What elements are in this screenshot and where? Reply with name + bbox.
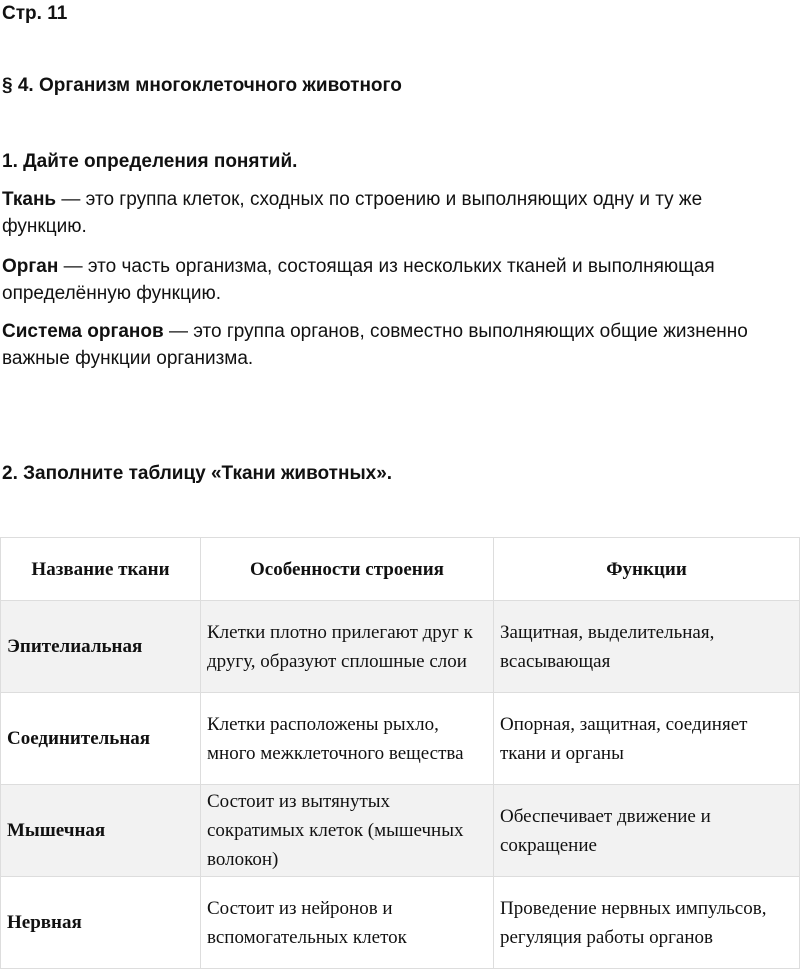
table-row xyxy=(1,785,800,877)
header-cell: Название ткани xyxy=(1,538,201,601)
task2-title: 2. Заполните таблицу «Ткани животных». xyxy=(2,463,393,484)
tissue-name: Мышечная xyxy=(1,785,201,877)
header-cell: Функции xyxy=(494,538,800,601)
term: Орган xyxy=(2,256,59,277)
section-title: § 4. Организм многоклеточного животного xyxy=(2,75,402,96)
definition-text: — это группа органов, совместно выполняющих общие жизненно важные функции организма. xyxy=(2,321,748,369)
tissue-name: Соединительная xyxy=(1,693,201,785)
structure-cell: Состоит из нейронов и вспомогательных клеток xyxy=(201,877,494,969)
table-row xyxy=(1,693,800,785)
structure-cell: Клетки расположены рыхло, много межклеточного вещества xyxy=(201,693,494,785)
functions-cell: Защитная, выделительная, всасывающая xyxy=(494,601,800,693)
definition-organ-system xyxy=(2,318,792,372)
structure-cell: Клетки плотно прилегают друг к другу, образуют сплошные слои xyxy=(201,601,494,693)
definition-organ xyxy=(2,253,792,307)
tissue-name: Эпителиальная xyxy=(1,601,201,693)
term: Ткань xyxy=(2,189,57,210)
task1-title: 1. Дайте определения понятий. xyxy=(2,151,298,172)
animal-tissues-table xyxy=(0,537,800,969)
functions-cell: Опорная, защитная, соединяет ткани и органы xyxy=(494,693,800,785)
page-label: Стр. 11 xyxy=(2,3,68,24)
functions-cell: Проведение нервных импульсов, регуляция работы органов xyxy=(494,877,800,969)
header-cell: Особенности строения xyxy=(201,538,494,601)
structure-cell: Состоит из вытянутых сократимых клеток (мышечных волокон) xyxy=(201,785,494,877)
table-row xyxy=(1,877,800,969)
table-row xyxy=(1,601,800,693)
tissue-name: Нервная xyxy=(1,877,201,969)
definition-text: — это группа клеток, сходных по строению и выполняющих одну и ту же функцию. xyxy=(2,189,703,237)
table-header-row xyxy=(1,538,800,601)
definition-text: — это часть организма, состоящая из нескольких тканей и выполняющая определённую функцию. xyxy=(2,256,715,304)
definition-tissue xyxy=(2,186,792,240)
term: Система органов xyxy=(2,321,164,342)
functions-cell: Обеспечивает движение и сокращение xyxy=(494,785,800,877)
